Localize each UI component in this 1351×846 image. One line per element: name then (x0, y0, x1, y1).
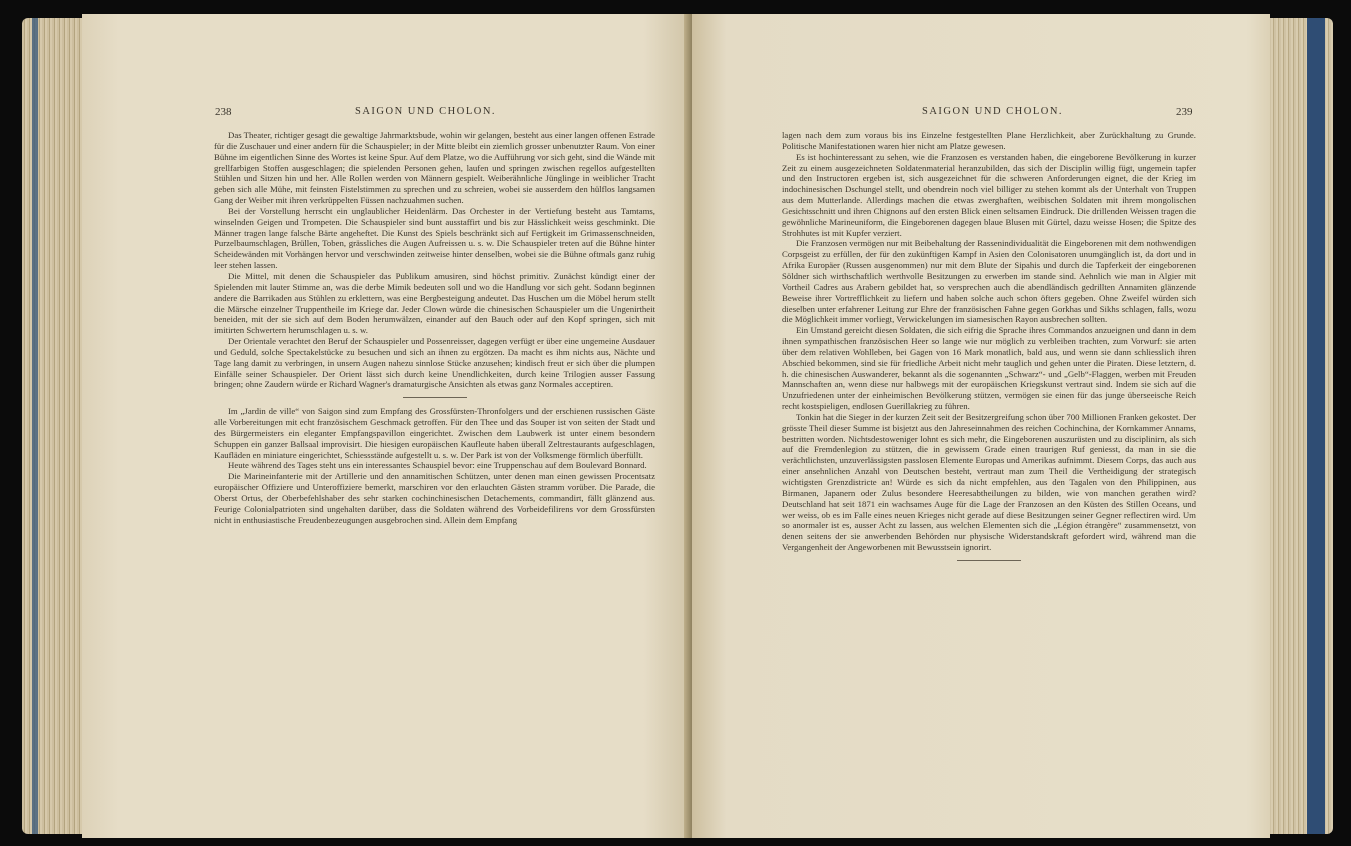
running-header-right: SAIGON UND CHOLON. (922, 106, 1064, 117)
paragraph: Die Marineinfanterie mit der Artillerie und den annamitischen Schützen, unter denen man einen gewissen Procentsatz europäischer Offiziere und Unteroffiziere bemerkt, marschiren vor den erlauchten Gästen stramm vorüber. Die Parade, die Oberst Ortus, der Oberbefehlshaber des sehr starken cochinchinesischen Detachements, commandirt, fällt glänzend aus. Feurige Colonialpatrioten sind ungehalten darüber, dass die Soldaten während des Vorbeidefilirens vor dem Grossfürsten nicht in enthusiastische Freudenbezeugungen ausgebrochen sind. Allein dem Empfang (214, 471, 655, 525)
section-divider (403, 397, 467, 398)
paragraph: Die Mittel, mit denen die Schauspieler das Publikum amusiren, sind höchst primitiv. Zunächst kündigt einer der Spielenden mit lauter Stimme an, was die derbe Mimik bedeuten soll und wo die Handlung vor sich geht. Sodann beginnen andere die Barrikaden aus Stühlen zu erklettern, was eine Bergbesteigung andeutet. Das Huschen um die Möbel herum stellt die Märsche einzelner Truppentheile im Kriege dar. Jeder Clown würde die chinesischen Schauspieler um die Ungenirtheit beneiden, mit der sie sich auf dem Boden herumwälzen, einander auf den Bauch oder auf den Kopf springen, sich mit imitirten Schwertern herumschlagen u. s. w. (214, 270, 655, 336)
page-number-left: 238 (215, 106, 232, 118)
right-page-edges (1261, 18, 1333, 834)
paragraph: Tonkin hat die Sieger in der kurzen Zeit seit der Besitzergreifung schon über 700 Millionen Franken gekostet. Der grösste Theil dieser Summe ist bisjetzt aus den Jahreseinnahmen des reichen Cochinchina, der Kornkammer Annams, bestritten worden. Nichtsdestoweniger lohnt es sich mehr, die Eingeborenen auszurüsten und zu disciplinirn, als sich auf die Fremdenlegion zu stützen, die in gewissem Grade einen traurigen Ruf geniesst, da man in sie die verächtlichsten, unzuverlässigsten passlosen Elemente Europas und Amerikas aufnimmt. Diesem Corps, das auch aus einer ansehnlichen Anzahl von Deutschen besteht, vertraut man zum Theil die Vertheidigung der strategisch wichtigsten Grenzdistricte an! Würde es sich da nicht empfehlen, aus den Tagalen von den Philippinen, aus Birmanen, Japanern oder Zulus besondere Heeresabtheilungen zu bilden, wie von manchen gerathen wird? Deutschland hat seit 1871 ein wachsames Auge für die Lage der Franzosen an den Küsten des Stillen Oceans, und wer weiss, ob es im Falle eines neuen Krieges nicht gerade auf diese Besitzungen seiner Gegner reflectiren wird. Um so anormaler ist es, ausser Acht zu lassen, aus welchen Elementen sich die „Légion étrangère“ zusammensetzt, von denen seitens der sie anwerbenden Behörden nur physische Widerstandskraft gefordert wird, während man die Vergangenheit der Angeworbenen mit Bewusstsein ignorirt. (782, 411, 1196, 553)
right-page-body (782, 130, 1196, 569)
left-page-body (214, 130, 655, 526)
cover-cloth-left (32, 18, 38, 834)
running-header-left: SAIGON UND CHOLON. (355, 106, 497, 117)
paragraph: Ein Umstand gereicht diesen Soldaten, die sich eifrig die Sprache ihres Commandos anzueignen und dann in dem ihnen sympathischen französischen Heer so lange wie nur möglich zu verbleiben trachten, zum Vorwurf: sie arten über dem relativen Wohlleben, bei Gagen von 16 Mark monatlich, bald aus, und wenn sie dann schliesslich ihren Abschied bekommen, sind sie für friedliche Arbeit nicht mehr tauglich und gehen unter die Piraten. Diese letztern, d. h. die chinesischen Auswanderer, bekannt als die sogenannten „Schwarz“- und „Gelb“-Flaggen, werben mit Freuden Mannschaften an, wenn diese nur halbwegs mit der europäischen Kriegskunst vertraut sind. Indem sie sich auf die Unzufriedenen unter der einheimischen Bevölkerung stützen, vermögen sie einen für das junge überseeische Reich recht kostspieligen, endlosen Guerillakrieg zu führen. (782, 325, 1196, 412)
paragraph: Das Theater, richtiger gesagt die gewaltige Jahrmarktsbude, wohin wir gelangen, besteht aus einer langen offenen Estrade für die Zuschauer und einer andern für die Schauspieler; in der Mitte bleibt ein ziemlich grosser unbenutzter Raum. Von einer Bühne im eigentlichen Sinne des Wortes ist keine Spur. Auf dem Platze, wo die Aufführung vor sich geht, sind die Wände mit grellfarbigen Stoffen ausgeschlagen; die spielenden Personen gehen, laufen und springen zwischen regellos aufgestellten Stühlen und Sitzen hin und her. Alle Rollen werden von Männern gespielt. Weiberähnliche Jünglinge in weiblicher Tracht geben sich alle Mühe, mit feinsten Fistelstimmen zu sprechen und zu schreien, wobei sie ausserdem den hülflos langsamen Gang der Weiber mit ihren verkrüppelten Füssen nachzuahmen suchen. (214, 130, 655, 206)
open-book (22, 14, 1333, 838)
paragraph: Bei der Vorstellung herrscht ein unglaublicher Heidenlärm. Das Orchester in der Vertiefung besteht aus Tamtams, winselnden Geigen und Trompeten. Die Schauspieler sind bunt ausstaffirt und bis zur Hässlichkeit weiss geschminkt. Die Männer tragen lange falsche Bärte angeheftet. Die Kunst des Spiels beschränkt sich auf Fertigkeit im Grimassenschneiden, Purzelbaumschlagen, Brüllen, Toben, grässliches die Augen Aufreissen u. s. w. Die Schauspieler treten auf die Bühne hinter Scheidewänden mit Vorhängen hervor und verschwinden zeitweise hinter denselben, wobei sie die Bühne oftmals ganz ruhig leer stehen lassen. (214, 205, 655, 271)
paragraph: Die Franzosen vermögen nur mit Beibehaltung der Rassenindividualität die Eingeborenen mit dem nothwendigen Corpsgeist zu erfüllen, der für den zukünftigen Kampf in Asien den Colonisatoren unumgänglich ist, da dort und in Afrika Europäer (Russen ausgenommen) nur mit dem Blute der Sipahis und durch die Tapferkeit der eingeborenen Söldner sich wirthschaftlich werthvolle Besitzungen zu erwerben im stande sind. Aehnlich wie man in Algier mit Vortheil Cadres aus Arabern gebildet hat, so versprechen auch die abendländisch gedrillten Annamiten glänzende Beweise ihrer Vortrefflichkeit zu liefern und haben solche auch schon öfters gegeben. Ohne Zweifel würden sich dieselben unter erfahrener Leitung zur Ehre der französischen Fahne gegen Gorkhas und Sikhs schlagen, falls, wozu die Möglichkeit immer vorliegt, Verwickelungen im siamesischen Rayon ausbrechen sollten. (782, 238, 1196, 325)
right-page (692, 14, 1270, 838)
paragraph: Heute während des Tages steht uns ein interessantes Schauspiel bevor: eine Truppenschau auf dem Boulevard Bonnard. (228, 460, 647, 471)
end-divider (957, 560, 1021, 561)
paragraph: Der Orientale verachtet den Beruf der Schauspieler und Possenreisser, dagegen verfügt er über eine ungemeine Ausdauer und Geduld, solche Spectakelstücke zu besuchen und sich an ihnen zu ergötzen. Da macht es ihm nichts aus, Nächte und Tage lang damit zu verbringen, in unsern Augen nahezu sinnlose Stücke anzusehen; kindisch freut er sich über die plumpen Einfälle seiner Schauspieler. Der Orient lässt sich durch keine Unendlichkeiten, durch keine Trilogien ausser Fassung bringen; ohne Zaudern würde er Richard Wagner's dramaturgische Ansichten als etwas ganz Normales acceptiren. (214, 336, 655, 390)
paragraph: Im „Jardin de ville“ von Saigon sind zum Empfang des Grossfürsten-Thronfolgers und der erschienen russischen Gäste alle Vorbereitungen mit echt französischem Geschmack getroffen. Für den Thee und das Souper ist von seiten der Stadt und des Bürgermeisters ein eleganter Empfangspavillon eingerichtet. Zwischen dem Laubwerk ist unter einem besondern Schuppen ein ganzer Ballsaal improvisirt. Die hiesigen europäischen Kaufleute haben überall Zeltrestaurants aufgeschlagen, Kaufläden en miniature eingerichtet, Schiessstände aufgestellt u. s. w. Der Park ist von der Volksmenge förmlich überfüllt. (214, 406, 655, 460)
paragraph: lagen nach dem zum voraus bis ins Einzelne festgestellten Plane Herzlichkeit, aber Zurückhaltung zu Grunde. Politische Manifestationen waren hier nicht am Platze gewesen. (782, 130, 1196, 151)
page-number-right: 239 (1176, 106, 1193, 118)
left-page (82, 14, 692, 838)
cover-cloth-right (1307, 18, 1325, 834)
paragraph: Es ist hochinteressant zu sehen, wie die Franzosen es verstanden haben, die eingeborene Bevölkerung in kurzer Zeit zu einem ausgezeichneten Soldatenmaterial heranzubilden, das sich der Disciplin willig fügt, ungemein tapfer und den Instructoren ergeben ist, sich ausgezeichnet für die schweren Anforderungen eignet, die der Krieg im indochinesischen Dschungel stellt, und obendrein noch viel billiger zu stehen kommt als der Unterhalt von Truppen aus dem Mutterlande. Allerdings machen die etwas zwerghaften, weibischen Soldaten mit ihrem mongolischen Gesichtsschnitt und ihren Chignons auf den ersten Blick einen seltsamen Eindruck. Die drillenden Weissen tragen die gewöhnliche Marineuniform, die Eingeborenen dagegen blaue Blusen mit Gürtel, dazu weisse Hosen; die Spitze des Strohhutes ist mit Kupfer verziert. (782, 151, 1196, 238)
